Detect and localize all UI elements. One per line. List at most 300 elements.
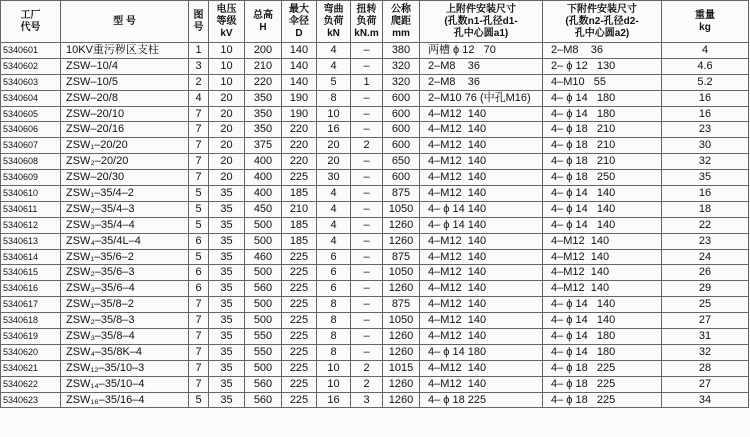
cell-bending: 8 (317, 297, 351, 313)
cell-fig: 7 (189, 106, 209, 122)
cell-fig: 2 (189, 74, 209, 90)
cell-lower: 4– ϕ 14 140 (543, 313, 662, 329)
cell-voltage: 20 (209, 138, 245, 154)
header-umbrella-line: D (295, 27, 303, 39)
cell-umbrella: 140 (282, 74, 317, 90)
cell-voltage: 35 (209, 217, 245, 233)
table-row (1, 376, 749, 392)
cell-upper: 4–M12 140 (420, 138, 543, 154)
cell-umbrella: 225 (282, 344, 317, 360)
cell-weight: 18 (662, 201, 749, 217)
cell-model: ZSW₂–35/4–3 (61, 201, 189, 217)
cell-bending: 16 (317, 122, 351, 138)
cell-voltage: 20 (209, 106, 245, 122)
cell-lower: 4– ϕ 18 250 (543, 170, 662, 186)
cell-creepage: 1050 (383, 265, 420, 281)
cell-voltage: 35 (209, 297, 245, 313)
cell-height: 400 (245, 186, 282, 202)
cell-bending: 4 (317, 186, 351, 202)
cell-model: ZSW–20/30 (61, 170, 189, 186)
table-row (1, 170, 749, 186)
cell-weight: 23 (662, 233, 749, 249)
header-voltage-line: kV (220, 27, 233, 39)
cell-torsion: 2 (351, 138, 383, 154)
cell-umbrella: 225 (282, 281, 317, 297)
header-code-line: 代号 (20, 21, 41, 33)
table-row (1, 329, 749, 345)
cell-creepage: 380 (383, 43, 420, 59)
cell-model: ZSW–20/10 (61, 106, 189, 122)
cell-voltage: 35 (209, 233, 245, 249)
cell-fig: 7 (189, 376, 209, 392)
cell-upper: 4–M12 140 (420, 297, 543, 313)
table-row (1, 233, 749, 249)
cell-fig: 7 (189, 297, 209, 313)
cell-torsion: – (351, 249, 383, 265)
cell-voltage: 20 (209, 90, 245, 106)
cell-code: 5340603 (1, 74, 61, 90)
cell-lower: 4–M12 140 (543, 233, 662, 249)
table-row (1, 43, 749, 59)
cell-model: ZSW₃–35/4–4 (61, 217, 189, 233)
header-lower (543, 1, 662, 43)
cell-lower: 4–M12 140 (543, 249, 662, 265)
cell-fig: 6 (189, 233, 209, 249)
cell-upper: 4–M12 140 (420, 249, 543, 265)
cell-voltage: 35 (209, 186, 245, 202)
cell-weight: 27 (662, 313, 749, 329)
cell-lower: 4– ϕ 14 140 (543, 186, 662, 202)
cell-umbrella: 225 (282, 313, 317, 329)
cell-voltage: 35 (209, 249, 245, 265)
cell-lower: 4– ϕ 14 180 (543, 90, 662, 106)
cell-upper: 4–M12 140 (420, 233, 543, 249)
cell-lower: 4– ϕ 18 210 (543, 122, 662, 138)
cell-creepage: 1260 (383, 344, 420, 360)
table-row (1, 217, 749, 233)
cell-weight: 24 (662, 249, 749, 265)
cell-bending: 30 (317, 170, 351, 186)
cell-model: ZSW₄–35/8K–4 (61, 344, 189, 360)
cell-lower: 4– ϕ 14 180 (543, 329, 662, 345)
cell-code: 5340602 (1, 58, 61, 74)
cell-creepage: 600 (383, 106, 420, 122)
cell-bending: 4 (317, 217, 351, 233)
header-creepage (383, 1, 420, 43)
cell-umbrella: 140 (282, 43, 317, 59)
cell-lower: 4– ϕ 18 210 (543, 154, 662, 170)
cell-height: 460 (245, 249, 282, 265)
cell-lower: 2– ϕ 12 130 (543, 58, 662, 74)
cell-torsion: 2 (351, 360, 383, 376)
cell-umbrella: 225 (282, 329, 317, 345)
header-code (1, 1, 61, 43)
table-row (1, 297, 749, 313)
table-row (1, 58, 749, 74)
cell-voltage: 20 (209, 122, 245, 138)
cell-torsion: – (351, 281, 383, 297)
cell-weight: 25 (662, 297, 749, 313)
cell-model: 10KV重污秽区支柱 (61, 43, 189, 59)
header-fig-line: 图 (193, 9, 204, 21)
header-weight-line: kg (699, 21, 711, 33)
header-bending-line: 弯曲 (323, 3, 344, 15)
header-torsion (351, 1, 383, 43)
cell-creepage: 320 (383, 58, 420, 74)
cell-creepage: 1260 (383, 329, 420, 345)
cell-weight: 4.6 (662, 58, 749, 74)
cell-code: 5340610 (1, 186, 61, 202)
cell-torsion: – (351, 186, 383, 202)
cell-model: ZSW–10/5 (61, 74, 189, 90)
table-row (1, 265, 749, 281)
table-row (1, 313, 749, 329)
cell-lower: 4–M12 140 (543, 265, 662, 281)
cell-torsion: – (351, 329, 383, 345)
cell-bending: 10 (317, 106, 351, 122)
table-row (1, 90, 749, 106)
cell-model: ZSW–20/8 (61, 90, 189, 106)
cell-bending: 5 (317, 74, 351, 90)
header-model-line: 型 号 (113, 15, 136, 27)
table-row (1, 281, 749, 297)
cell-torsion: – (351, 313, 383, 329)
cell-torsion: – (351, 90, 383, 106)
cell-code: 5340616 (1, 281, 61, 297)
cell-model: ZSW₄–35/4L–4 (61, 233, 189, 249)
cell-bending: 8 (317, 344, 351, 360)
cell-voltage: 35 (209, 329, 245, 345)
header-creepage-line: 公称 (391, 3, 411, 15)
cell-lower: 4– ϕ 18 210 (543, 138, 662, 154)
cell-bending: 4 (317, 43, 351, 59)
cell-height: 560 (245, 376, 282, 392)
cell-creepage: 1260 (383, 217, 420, 233)
cell-voltage: 10 (209, 74, 245, 90)
cell-code: 5340609 (1, 170, 61, 186)
cell-voltage: 20 (209, 170, 245, 186)
cell-lower: 4– ϕ 18 225 (543, 392, 662, 408)
cell-fig: 5 (189, 201, 209, 217)
cell-upper: 4–M12 140 (420, 265, 543, 281)
cell-fig: 7 (189, 344, 209, 360)
cell-upper: 4–M12 140 (420, 122, 543, 138)
header-lower-line: (孔数n2-孔径d2- (565, 15, 639, 27)
cell-umbrella: 225 (282, 170, 317, 186)
cell-voltage: 35 (209, 313, 245, 329)
cell-umbrella: 220 (282, 122, 317, 138)
cell-voltage: 35 (209, 344, 245, 360)
cell-weight: 16 (662, 106, 749, 122)
cell-model: ZSW₁₄–35/10–4 (61, 376, 189, 392)
cell-height: 500 (245, 297, 282, 313)
table-row (1, 122, 749, 138)
cell-height: 400 (245, 154, 282, 170)
cell-code: 5340623 (1, 392, 61, 408)
table-row (1, 154, 749, 170)
cell-weight: 16 (662, 186, 749, 202)
cell-code: 5340620 (1, 344, 61, 360)
cell-lower: 2–M8 36 (543, 43, 662, 59)
header-code-line: 工厂 (20, 9, 41, 21)
cell-fig: 6 (189, 265, 209, 281)
header-voltage (209, 1, 245, 43)
cell-umbrella: 225 (282, 297, 317, 313)
cell-weight: 27 (662, 376, 749, 392)
cell-fig: 5 (189, 217, 209, 233)
header-upper-line: 孔中心圆a1) (453, 27, 509, 39)
cell-torsion: – (351, 297, 383, 313)
cell-model: ZSW₂–20/20 (61, 154, 189, 170)
header-height-line: 总高 (253, 9, 273, 21)
cell-upper: 4– ϕ 14 140 (420, 201, 543, 217)
cell-voltage: 35 (209, 265, 245, 281)
cell-umbrella: 225 (282, 392, 317, 408)
header-upper-line: 上附件安装尺寸 (446, 3, 516, 15)
cell-torsion: – (351, 201, 383, 217)
cell-fig: 5 (189, 392, 209, 408)
cell-torsion: 3 (351, 392, 383, 408)
cell-fig: 7 (189, 360, 209, 376)
cell-voltage: 10 (209, 43, 245, 59)
cell-height: 500 (245, 313, 282, 329)
cell-weight: 4 (662, 43, 749, 59)
cell-voltage: 35 (209, 201, 245, 217)
cell-height: 350 (245, 90, 282, 106)
cell-torsion: – (351, 265, 383, 281)
cell-upper: 4–M12 140 (420, 313, 543, 329)
cell-upper: 4–M12 140 (420, 360, 543, 376)
cell-model: ZSW₂–35/6–3 (61, 265, 189, 281)
cell-fig: 7 (189, 154, 209, 170)
cell-height: 450 (245, 201, 282, 217)
cell-bending: 10 (317, 376, 351, 392)
table-row (1, 74, 749, 90)
cell-height: 500 (245, 217, 282, 233)
cell-lower: 4– ϕ 14 140 (543, 217, 662, 233)
cell-height: 560 (245, 392, 282, 408)
cell-weight: 34 (662, 392, 749, 408)
cell-umbrella: 140 (282, 58, 317, 74)
cell-code: 5340605 (1, 106, 61, 122)
cell-bending: 20 (317, 154, 351, 170)
cell-code: 5340617 (1, 297, 61, 313)
cell-weight: 29 (662, 281, 749, 297)
cell-lower: 4– ϕ 14 140 (543, 201, 662, 217)
cell-upper: 两槽 ϕ 12 70 (420, 43, 543, 59)
cell-code: 5340608 (1, 154, 61, 170)
header-weight (662, 1, 749, 43)
cell-code: 5340604 (1, 90, 61, 106)
cell-torsion: 1 (351, 74, 383, 90)
header-bending-line: kN (327, 27, 340, 39)
cell-voltage: 10 (209, 58, 245, 74)
cell-model: ZSW₃–35/8–4 (61, 329, 189, 345)
cell-torsion: – (351, 122, 383, 138)
cell-code: 5340619 (1, 329, 61, 345)
cell-lower: 4– ϕ 18 225 (543, 376, 662, 392)
cell-upper: 4–M12 140 (420, 329, 543, 345)
cell-weight: 26 (662, 265, 749, 281)
cell-umbrella: 210 (282, 201, 317, 217)
cell-creepage: 1260 (383, 233, 420, 249)
cell-creepage: 1050 (383, 313, 420, 329)
cell-torsion: – (351, 43, 383, 59)
cell-lower: 4– ϕ 18 225 (543, 360, 662, 376)
cell-height: 550 (245, 329, 282, 345)
cell-height: 220 (245, 74, 282, 90)
header-lower-line: 下附件安装尺寸 (567, 3, 637, 15)
cell-creepage: 1260 (383, 281, 420, 297)
table-row (1, 249, 749, 265)
cell-bending: 6 (317, 281, 351, 297)
cell-bending: 6 (317, 265, 351, 281)
cell-bending: 8 (317, 329, 351, 345)
cell-code: 5340621 (1, 360, 61, 376)
cell-upper: 4– ϕ 14 140 (420, 217, 543, 233)
cell-bending: 4 (317, 201, 351, 217)
cell-model: ZSW₃–35/6–4 (61, 281, 189, 297)
cell-height: 560 (245, 281, 282, 297)
cell-umbrella: 220 (282, 138, 317, 154)
cell-code: 5340618 (1, 313, 61, 329)
cell-fig: 7 (189, 122, 209, 138)
cell-height: 210 (245, 58, 282, 74)
cell-code: 5340622 (1, 376, 61, 392)
table-row (1, 344, 749, 360)
cell-height: 375 (245, 138, 282, 154)
cell-bending: 4 (317, 58, 351, 74)
cell-height: 200 (245, 43, 282, 59)
cell-weight: 16 (662, 90, 749, 106)
cell-umbrella: 225 (282, 249, 317, 265)
header-umbrella-line: 伞径 (289, 15, 309, 27)
cell-torsion: – (351, 344, 383, 360)
table-row (1, 360, 749, 376)
header-torsion-line: kN.m (354, 27, 379, 39)
cell-umbrella: 225 (282, 376, 317, 392)
cell-voltage: 35 (209, 392, 245, 408)
cell-model: ZSW₁–35/4–2 (61, 186, 189, 202)
cell-height: 550 (245, 344, 282, 360)
cell-bending: 8 (317, 90, 351, 106)
cell-bending: 10 (317, 360, 351, 376)
header-height-line: H (259, 21, 267, 33)
cell-height: 350 (245, 106, 282, 122)
cell-fig: 4 (189, 90, 209, 106)
cell-code: 5340611 (1, 201, 61, 217)
cell-fig: 5 (189, 249, 209, 265)
cell-model: ZSW₁₂–35/10–3 (61, 360, 189, 376)
cell-lower: 4–M12 140 (543, 281, 662, 297)
cell-torsion: – (351, 233, 383, 249)
cell-code: 5340615 (1, 265, 61, 281)
cell-umbrella: 190 (282, 106, 317, 122)
cell-creepage: 875 (383, 249, 420, 265)
header-model (61, 1, 189, 43)
cell-code: 5340607 (1, 138, 61, 154)
cell-weight: 28 (662, 360, 749, 376)
cell-weight: 35 (662, 170, 749, 186)
cell-fig: 7 (189, 313, 209, 329)
header-row (1, 1, 749, 43)
header-height (245, 1, 282, 43)
header-upper-line: (孔数n1-孔径d1- (444, 15, 518, 27)
table-row (1, 201, 749, 217)
table-body (1, 43, 749, 408)
cell-model: ZSW–10/4 (61, 58, 189, 74)
cell-bending: 8 (317, 313, 351, 329)
cell-torsion: – (351, 154, 383, 170)
cell-creepage: 1050 (383, 201, 420, 217)
table-row (1, 186, 749, 202)
cell-umbrella: 185 (282, 217, 317, 233)
cell-height: 500 (245, 360, 282, 376)
table-header (1, 1, 749, 43)
header-umbrella-line: 最大 (289, 3, 309, 15)
cell-umbrella: 185 (282, 186, 317, 202)
cell-lower: 4– ϕ 14 140 (543, 297, 662, 313)
cell-creepage: 1015 (383, 360, 420, 376)
header-upper (420, 1, 543, 43)
cell-voltage: 35 (209, 360, 245, 376)
cell-creepage: 1260 (383, 376, 420, 392)
cell-torsion: – (351, 106, 383, 122)
cell-upper: 2–M8 36 (420, 74, 543, 90)
header-fig-line: 号 (193, 21, 204, 33)
cell-code: 5340612 (1, 217, 61, 233)
table-row (1, 392, 749, 408)
cell-upper: 2–M10 76 (中孔M16) (420, 90, 543, 106)
cell-code: 5340614 (1, 249, 61, 265)
cell-fig: 6 (189, 281, 209, 297)
cell-voltage: 35 (209, 376, 245, 392)
table-row (1, 106, 749, 122)
cell-code: 5340613 (1, 233, 61, 249)
header-lower-line: 孔中心圆a2) (574, 27, 630, 39)
cell-creepage: 650 (383, 154, 420, 170)
cell-bending: 6 (317, 249, 351, 265)
cell-code: 5340606 (1, 122, 61, 138)
header-creepage-line: 爬距 (391, 15, 411, 27)
cell-weight: 22 (662, 217, 749, 233)
cell-weight: 23 (662, 122, 749, 138)
table-row (1, 138, 749, 154)
cell-upper: 4–M12 140 (420, 170, 543, 186)
cell-weight: 32 (662, 344, 749, 360)
cell-fig: 7 (189, 329, 209, 345)
cell-fig: 1 (189, 43, 209, 59)
cell-lower: 4– ϕ 14 180 (543, 344, 662, 360)
cell-umbrella: 185 (282, 233, 317, 249)
cell-upper: 2–M8 36 (420, 58, 543, 74)
cell-torsion: – (351, 170, 383, 186)
cell-creepage: 600 (383, 122, 420, 138)
cell-voltage: 20 (209, 154, 245, 170)
cell-upper: 4–M12 140 (420, 186, 543, 202)
cell-model: ZSW₁–35/6–2 (61, 249, 189, 265)
cell-creepage: 600 (383, 90, 420, 106)
header-weight-line: 重量 (695, 9, 715, 21)
cell-lower: 4– ϕ 14 180 (543, 106, 662, 122)
cell-umbrella: 225 (282, 360, 317, 376)
cell-bending: 16 (317, 392, 351, 408)
cell-height: 500 (245, 233, 282, 249)
cell-bending: 20 (317, 138, 351, 154)
cell-height: 500 (245, 265, 282, 281)
cell-creepage: 600 (383, 138, 420, 154)
cell-bending: 4 (317, 233, 351, 249)
